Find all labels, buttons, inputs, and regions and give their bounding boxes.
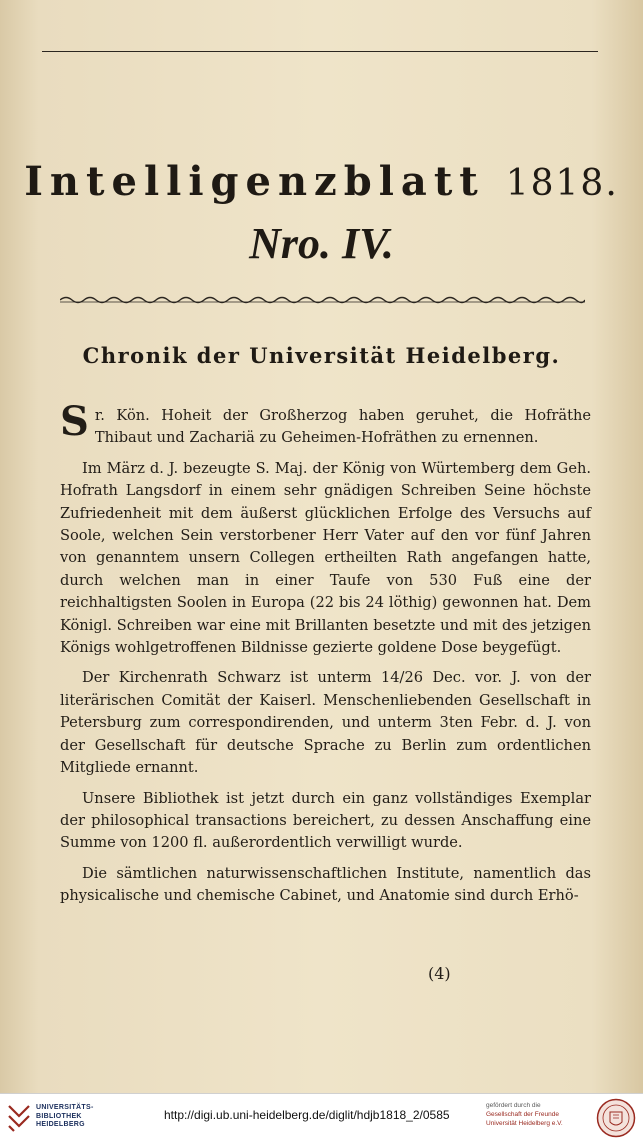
library-line-2: BIBLIOTHEK xyxy=(36,1112,82,1120)
library-name[interactable] xyxy=(36,1104,126,1130)
viewer-footer xyxy=(0,1093,643,1140)
university-seal-icon xyxy=(596,1098,636,1138)
sponsor-credit[interactable] xyxy=(486,1101,596,1128)
paragraph-2: Im März d. J. bezeugte S. Maj. der König von Würtemberg dem Geh. Hofrath Langsdorf in einem sehr gnädigen Schreiben Seine höchste Zufriedenheit mit dem äußerst glücklichen Erfolge des Versuchs auf Soole, welchen Sein verstorbener Herr Vater auf den vor fünf Jahren von genanntem unsern Collegen ertheilten Rath angefangen hatte, durch welchen man in einer Taufe von 530 Fuß eine der reichhaltigsten Soolen in Europa (22 bis 24 löthig) gewonnen hat. Dem Königl. Schreiben war eine mit Brillanten besetzte und mit des jetzigen Königs wohlgetroffenen Bildnisse gezierte goldene Dose beygefügt. xyxy=(60,459,591,657)
page-title xyxy=(0,158,643,205)
library-line-1: UNIVERSITÄTS- xyxy=(36,1104,94,1111)
library-logo-icon[interactable] xyxy=(6,1102,32,1132)
title-year: 1818. xyxy=(505,163,619,204)
title-word: Intelligenzblatt xyxy=(24,158,485,205)
wavy-divider xyxy=(60,293,585,307)
paragraph-4: Unsere Bibliothek ist jetzt durch ein ganz vollständiges Exemplar der philosophical transactions bereichert, zu dessen Anschaffung eine Summe von 1200 fl. außerordentlich verwilligt wurde. xyxy=(60,789,591,852)
paragraph-5: Die sämtlichen naturwissenschaftlichen Institute, namentlich das physicalische und chemische Cabinet, und Anatomie sind durch Erhö- xyxy=(60,864,591,905)
sponsor-line-3: Universität Heidelberg e.V. xyxy=(486,1120,563,1127)
issue-number: Nro. IV. xyxy=(249,219,394,268)
article-body xyxy=(60,398,591,916)
paragraph-3: Der Kirchenrath Schwarz ist unterm 14/26 Dec. vor. J. von der literärischen Comität der Kaiserl. Menschenliebenden Gesellschaft in Petersburg zum correspondirenden, und unterm 3ten Febr. d. J. von der Gesellschaft für deutsche Sprache zu Berlin zum ordentlichen Mitgliede ernannt. xyxy=(60,669,591,777)
permalink-url[interactable]: http://digi.ub.uni-heidelberg.de/diglit/hdjb1818_2/0585 xyxy=(164,1108,450,1122)
sponsor-line-2: Gesellschaft der Freunde xyxy=(486,1111,559,1118)
paragraph-1 xyxy=(60,398,591,450)
top-rule xyxy=(42,51,598,52)
paragraph-text: r. Kön. Hoheit der Großherzog haben geruhet, die Hofräthe Thibaut und Zachariä zu Geheimen-Hofräthen zu ernennen. xyxy=(94,407,591,447)
page-marker: (4) xyxy=(428,964,451,983)
section-heading: Chronik der Universität Heidelberg. xyxy=(82,343,561,368)
sponsor-line-1: gefördert durch die xyxy=(486,1102,541,1109)
library-line-3: HEIDELBERG xyxy=(36,1121,85,1128)
drop-cap: S xyxy=(60,398,89,445)
